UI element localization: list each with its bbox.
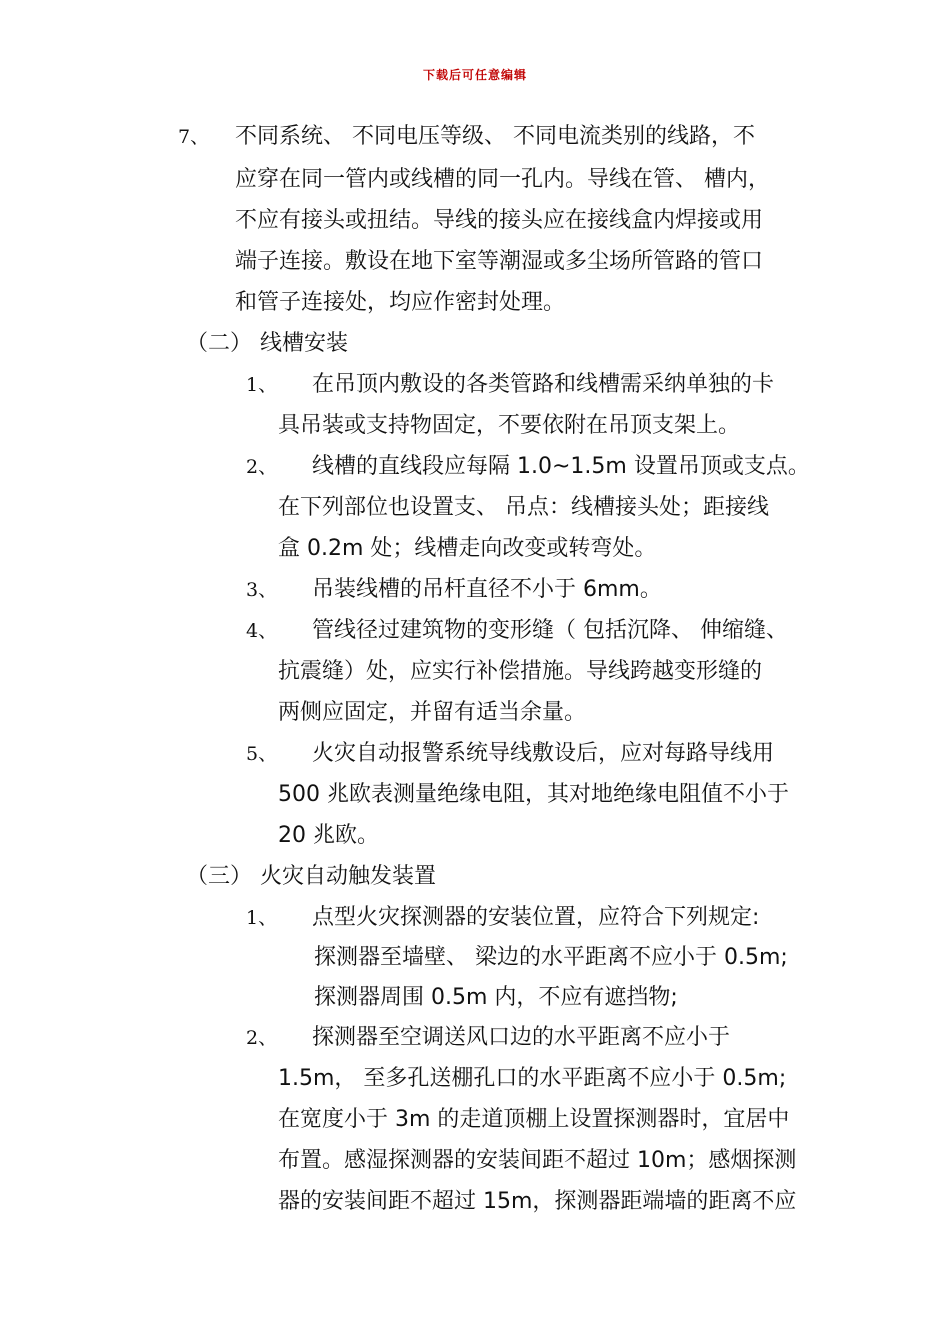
section-2-item-4-line-3: 两侧应固定，并留有适当余量。 xyxy=(278,700,587,725)
section-3-item-2-line-3: 在宽度小于 3m 的走道顶棚上设置探测器时，宜居中 xyxy=(278,1107,790,1132)
item-7-line-5: 和管子连接处，均应作密封处理。 xyxy=(235,290,566,315)
item-7-line-3: 不应有接头或扭结。导线的接头应在接线盒内焊接或用 xyxy=(235,208,764,233)
section-2-item-4-number: 4、 xyxy=(246,620,278,642)
section-2-item-3-line-1: 吊装线槽的吊杆直径不小于 6mm。 xyxy=(312,577,662,602)
item-7-number: 7、 xyxy=(178,126,210,148)
item-7-line-1: 不同系统、 不同电压等级、 不同电流类别的线路，不 xyxy=(235,124,755,149)
section-3-item-1-line-3: 探测器周围 0.5m 内，不应有遮挡物; xyxy=(314,985,678,1010)
page-header: 下载后可任意编辑 xyxy=(422,68,527,82)
section-2-item-1-number: 1、 xyxy=(246,374,278,396)
section-2-item-2-number: 2、 xyxy=(246,456,278,478)
section-2-title: 线槽安装 xyxy=(260,331,349,356)
section-2-item-2-line-2: 在下列部位也设置支、 吊点：线槽接头处；距接线 xyxy=(278,495,769,520)
section-2-item-4-line-1: 管线径过建筑物的变形缝（ 包括沉降、 伸缩缝、 xyxy=(312,618,788,643)
item-7-line-4: 端子连接。敷设在地下室等潮湿或多尘场所管路的管口 xyxy=(235,249,764,274)
section-2-number: （二） xyxy=(186,331,253,356)
section-3-item-2-line-4: 布置。感湿探测器的安装间距不超过 10m；感烟探测 xyxy=(278,1148,797,1173)
section-3-title: 火灾自动触发装置 xyxy=(260,864,437,889)
section-2-item-1-line-1: 在吊顶内敷设的各类管路和线槽需采纳单独的卡 xyxy=(312,372,775,397)
section-3-item-2-line-2: 1.5m， 至多孔送棚孔口的水平距离不应小于 0.5m; xyxy=(278,1066,787,1091)
section-3-item-1-line-2: 探测器至墙壁、 梁边的水平距离不应小于 0.5m; xyxy=(314,945,788,970)
section-3-number: （三） xyxy=(186,864,253,889)
section-2-item-2-line-1: 线槽的直线段应每隔 1.0~1.5m 设置吊顶或支点。 xyxy=(312,454,810,479)
section-3-item-1-line-1: 点型火灾探测器的安装位置，应符合下列规定: xyxy=(312,905,760,930)
section-3-item-2-line-5: 器的安装间距不超过 15m，探测器距端墙的距离不应 xyxy=(278,1189,797,1214)
section-2-item-5-line-2: 500 兆欧表测量绝缘电阻，其对地绝缘电阻值不小于 xyxy=(278,782,789,807)
section-2-item-5-line-3: 20 兆欧。 xyxy=(278,823,379,848)
section-2-item-3-number: 3、 xyxy=(246,579,278,601)
section-2-item-4-line-2: 抗震缝）处，应实行补偿措施。导线跨越变形缝的 xyxy=(278,659,763,684)
section-2-item-5-number: 5、 xyxy=(246,743,278,765)
section-3-item-2-number: 2、 xyxy=(246,1027,278,1049)
section-2-item-2-line-3: 盒 0.2m 处；线槽走向改变或转弯处。 xyxy=(278,536,657,561)
section-2-item-1-line-2: 具吊装或支持物固定，不要依附在吊顶支架上。 xyxy=(278,413,741,438)
section-2-item-5-line-1: 火灾自动报警系统导线敷设后，应对每路导线用 xyxy=(312,741,775,766)
item-7-line-2: 应穿在同一管内或线槽的同一孔内。导线在管、 槽内， xyxy=(235,167,770,192)
section-3-item-2-line-1: 探测器至空调送风口边的水平距离不应小于 xyxy=(312,1025,731,1050)
section-3-item-1-number: 1、 xyxy=(246,907,278,929)
